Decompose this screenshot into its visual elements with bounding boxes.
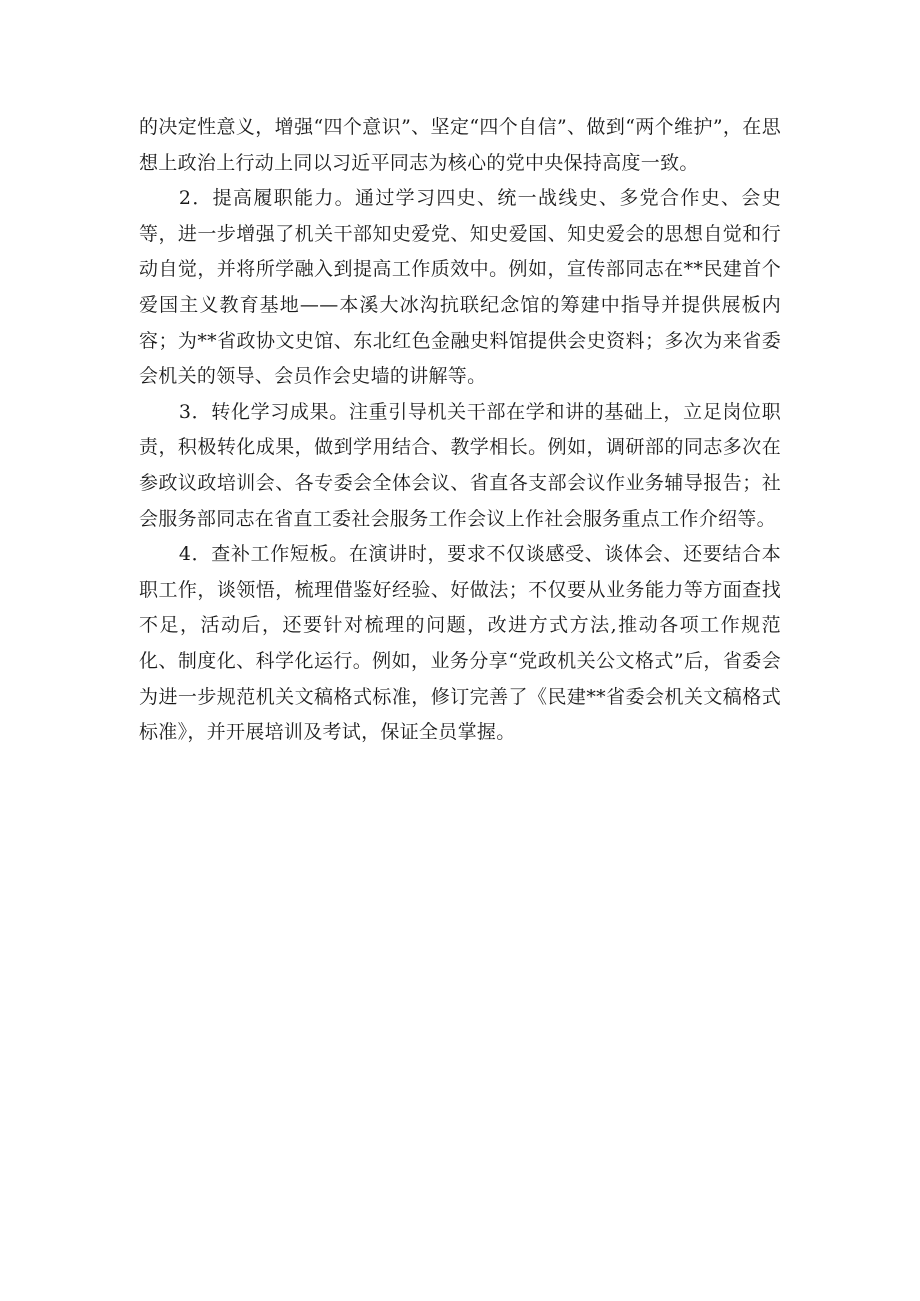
paragraph-item-4: 4．查补工作短板。在演讲时，要求不仅谈感受、谈体会、还要结合本职工作，谈领悟，梳理借鉴好经验、好做法；不仅要从业务能力等方面查找不足，活动后，还要针对梳理的问题，改进方式方法,推动各项工作规范化、制度化、科学化运行。例如，业务分享“党政机关公文格式”后，省委会为进一步规范机关文稿格式标准，修订完善了《民建**省委会机关文稿格式标准》，并开展培训及考试，保证全员掌握。: [139, 543, 781, 744]
paragraph-item-3: 3．转化学习成果。注重引导机关干部在学和讲的基础上，立足岗位职责，积极转化成果，做到学用结合、教学相长。例如，调研部的同志多次在参政议政培训会、各专委会全体会议、省直各支部会议作业务辅导报告；社会服务部同志在省直工委社会服务工作会议上作社会服务重点工作介绍等。: [139, 400, 781, 530]
paragraph-continuation: 的决定性意义，增强“四个意识”、坚定“四个自信”、做到“两个维护”，在思想上政治上行动上同以习近平同志为核心的党中央保持高度一致。: [139, 116, 781, 174]
document-body: [139, 110, 781, 751]
paragraph-item-2: 2．提高履职能力。通过学习四史、统一战线史、多党合作史、会史等，进一步增强了机关干部知史爱党、知史爱国、知史爱会的思想自觉和行动自觉，并将所学融入到提高工作质效中。例如，宣传部同志在**民建首个爱国主义教育基地——本溪大冰沟抗联纪念馆的筹建中指导并提供展板内容；为**省政协文史馆、东北红色金融史料馆提供会史资料；多次为来省委会机关的领导、会员作会史墙的讲解等。: [139, 187, 781, 388]
